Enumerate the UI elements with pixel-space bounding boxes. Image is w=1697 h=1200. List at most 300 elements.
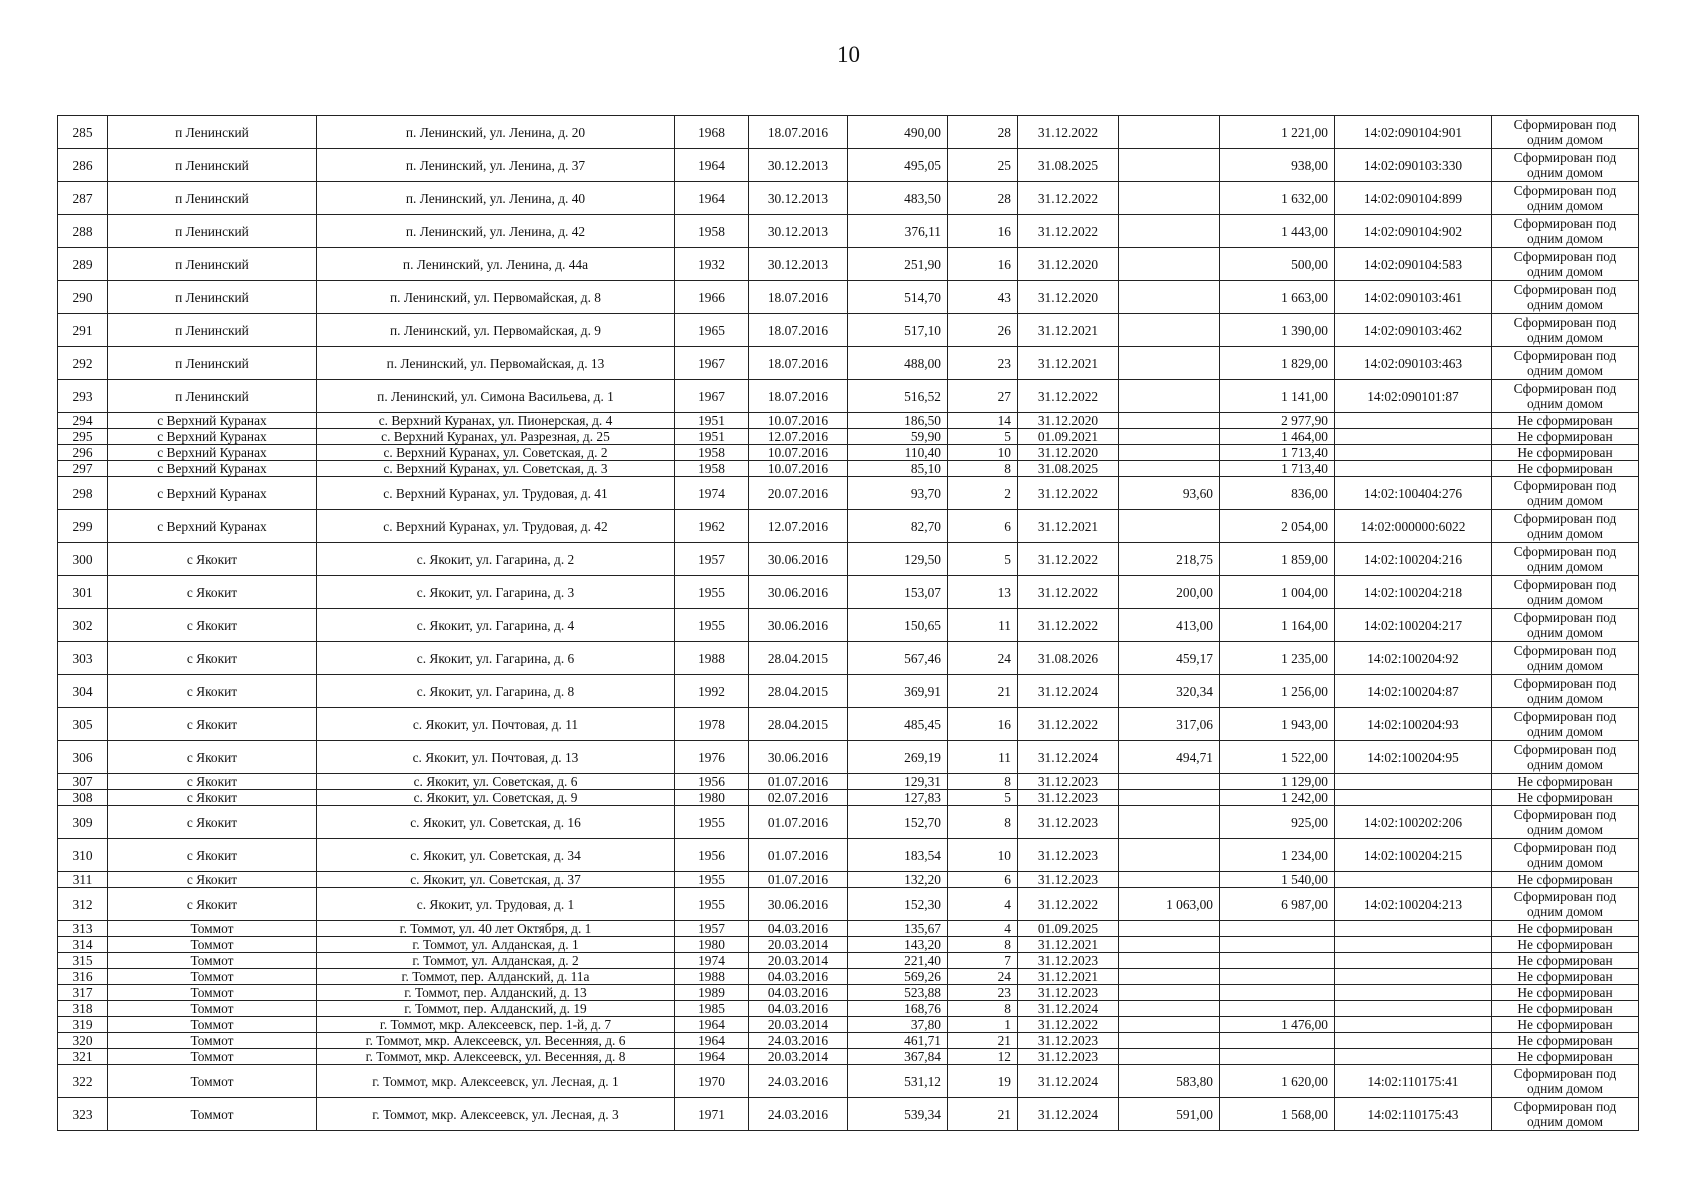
cell-residents: 16 — [948, 708, 1018, 741]
cell-row-number: 290 — [58, 281, 108, 314]
cell-inspection-date: 02.07.2016 — [749, 790, 848, 806]
cell-residents: 1 — [948, 1017, 1018, 1033]
cell-year-built: 1956 — [675, 774, 749, 790]
cell-relocation-deadline: 31.08.2025 — [1018, 149, 1119, 182]
cell-year-built: 1985 — [675, 1001, 749, 1017]
cell-land-area: 500,00 — [1220, 248, 1335, 281]
cell-land-status: Сформирован под одним домом — [1492, 609, 1639, 642]
cell-land-area: 1 464,00 — [1220, 429, 1335, 445]
cell-year-built: 1964 — [675, 149, 749, 182]
table-row — [58, 1017, 1639, 1033]
cell-year-built: 1974 — [675, 477, 749, 510]
cell-cadastral-number: 14:02:110175:43 — [1335, 1098, 1492, 1131]
cell-row-number: 308 — [58, 790, 108, 806]
cell-cadastral-number: 14:02:090104:901 — [1335, 116, 1492, 149]
cell-extra-area — [1119, 248, 1220, 281]
cell-year-built: 1951 — [675, 429, 749, 445]
cell-address: с. Верхний Куранах, ул. Трудовая, д. 42 — [317, 510, 675, 543]
table-row — [58, 806, 1639, 839]
cell-relocation-deadline: 31.12.2024 — [1018, 1098, 1119, 1131]
cell-settlement: Томмот — [108, 1098, 317, 1131]
cell-extra-area — [1119, 445, 1220, 461]
cell-land-area: 1 221,00 — [1220, 116, 1335, 149]
cell-year-built: 1964 — [675, 1049, 749, 1065]
cell-relocation-deadline: 31.12.2022 — [1018, 708, 1119, 741]
cell-row-number: 309 — [58, 806, 108, 839]
cell-relocation-deadline: 31.12.2023 — [1018, 806, 1119, 839]
cell-row-number: 310 — [58, 839, 108, 872]
cell-cadastral-number: 14:02:100204:216 — [1335, 543, 1492, 576]
cell-row-number: 300 — [58, 543, 108, 576]
cell-settlement: с Якокит — [108, 872, 317, 888]
cell-inspection-date: 30.06.2016 — [749, 888, 848, 921]
cell-year-built: 1951 — [675, 413, 749, 429]
cell-row-number: 294 — [58, 413, 108, 429]
cell-cadastral-number: 14:02:090104:899 — [1335, 182, 1492, 215]
cell-residents: 19 — [948, 1065, 1018, 1098]
cell-year-built: 1958 — [675, 215, 749, 248]
cell-extra-area — [1119, 215, 1220, 248]
cell-area: 143,20 — [848, 937, 948, 953]
cell-extra-area — [1119, 429, 1220, 445]
cell-address: г. Томмот, ул. 40 лет Октября, д. 1 — [317, 921, 675, 937]
cell-residents: 16 — [948, 215, 1018, 248]
cell-land-area — [1220, 937, 1335, 953]
cell-settlement: с Верхний Куранах — [108, 461, 317, 477]
cell-cadastral-number: 14:02:100204:95 — [1335, 741, 1492, 774]
cell-relocation-deadline: 31.12.2020 — [1018, 281, 1119, 314]
cell-address: с. Якокит, ул. Почтовая, д. 13 — [317, 741, 675, 774]
cell-residents: 13 — [948, 576, 1018, 609]
cell-inspection-date: 24.03.2016 — [749, 1065, 848, 1098]
cell-extra-area — [1119, 1033, 1220, 1049]
cell-land-area: 1 004,00 — [1220, 576, 1335, 609]
cell-cadastral-number — [1335, 985, 1492, 1001]
cell-settlement: Томмот — [108, 953, 317, 969]
cell-settlement: п Ленинский — [108, 347, 317, 380]
cell-relocation-deadline: 31.12.2021 — [1018, 347, 1119, 380]
cell-relocation-deadline: 31.12.2021 — [1018, 510, 1119, 543]
cell-land-status: Сформирован под одним домом — [1492, 708, 1639, 741]
cell-settlement: п Ленинский — [108, 248, 317, 281]
cell-relocation-deadline: 31.12.2021 — [1018, 937, 1119, 953]
cell-land-area: 1 242,00 — [1220, 790, 1335, 806]
cell-land-status: Сформирован под одним домом — [1492, 281, 1639, 314]
table-row — [58, 937, 1639, 953]
cell-settlement: с Якокит — [108, 675, 317, 708]
cell-address: с. Якокит, ул. Трудовая, д. 1 — [317, 888, 675, 921]
cell-land-status: Не сформирован — [1492, 774, 1639, 790]
cell-land-status: Не сформирован — [1492, 921, 1639, 937]
cell-inspection-date: 18.07.2016 — [749, 347, 848, 380]
cell-cadastral-number — [1335, 429, 1492, 445]
cell-area: 461,71 — [848, 1033, 948, 1049]
cell-settlement: п Ленинский — [108, 314, 317, 347]
cell-residents: 14 — [948, 413, 1018, 429]
cell-cadastral-number — [1335, 1049, 1492, 1065]
cell-cadastral-number — [1335, 790, 1492, 806]
cell-land-status: Сформирован под одним домом — [1492, 806, 1639, 839]
cell-settlement: с Верхний Куранах — [108, 429, 317, 445]
cell-extra-area — [1119, 790, 1220, 806]
cell-residents: 11 — [948, 741, 1018, 774]
cell-address: г. Томмот, пер. Алданский, д. 11а — [317, 969, 675, 985]
cell-cadastral-number: 14:02:100204:87 — [1335, 675, 1492, 708]
cell-residents: 26 — [948, 314, 1018, 347]
cell-land-area: 1 164,00 — [1220, 609, 1335, 642]
table-row — [58, 921, 1639, 937]
cell-address: п. Ленинский, ул. Ленина, д. 20 — [317, 116, 675, 149]
cell-land-status: Сформирован под одним домом — [1492, 543, 1639, 576]
cell-inspection-date: 01.07.2016 — [749, 839, 848, 872]
cell-extra-area — [1119, 1017, 1220, 1033]
cell-land-status: Не сформирован — [1492, 872, 1639, 888]
cell-address: п. Ленинский, ул. Ленина, д. 40 — [317, 182, 675, 215]
cell-extra-area — [1119, 281, 1220, 314]
cell-address: с. Якокит, ул. Советская, д. 9 — [317, 790, 675, 806]
cell-extra-area: 1 063,00 — [1119, 888, 1220, 921]
cell-address: с. Верхний Куранах, ул. Пионерская, д. 4 — [317, 413, 675, 429]
cell-land-area: 1 632,00 — [1220, 182, 1335, 215]
cell-land-status: Сформирован под одним домом — [1492, 182, 1639, 215]
cell-cadastral-number: 14:02:000000:6022 — [1335, 510, 1492, 543]
cell-year-built: 1964 — [675, 182, 749, 215]
cell-inspection-date: 28.04.2015 — [749, 642, 848, 675]
cell-inspection-date: 04.03.2016 — [749, 969, 848, 985]
cell-inspection-date: 28.04.2015 — [749, 708, 848, 741]
cell-cadastral-number: 14:02:100204:215 — [1335, 839, 1492, 872]
table-row — [58, 149, 1639, 182]
cell-row-number: 315 — [58, 953, 108, 969]
table-row — [58, 1033, 1639, 1049]
cell-year-built: 1978 — [675, 708, 749, 741]
cell-residents: 28 — [948, 182, 1018, 215]
table-row — [58, 774, 1639, 790]
cell-cadastral-number: 14:02:100204:92 — [1335, 642, 1492, 675]
cell-land-area: 836,00 — [1220, 477, 1335, 510]
cell-relocation-deadline: 31.12.2024 — [1018, 1001, 1119, 1017]
cell-inspection-date: 30.06.2016 — [749, 609, 848, 642]
table-row — [58, 281, 1639, 314]
cell-address: г. Томмот, мкр. Алексеевск, ул. Лесная, д. 3 — [317, 1098, 675, 1131]
cell-residents: 6 — [948, 872, 1018, 888]
cell-cadastral-number — [1335, 413, 1492, 429]
cell-year-built: 1958 — [675, 461, 749, 477]
cell-relocation-deadline: 31.12.2024 — [1018, 1065, 1119, 1098]
cell-row-number: 320 — [58, 1033, 108, 1049]
cell-land-area: 1 390,00 — [1220, 314, 1335, 347]
cell-row-number: 317 — [58, 985, 108, 1001]
cell-relocation-deadline: 31.12.2020 — [1018, 445, 1119, 461]
cell-residents: 4 — [948, 888, 1018, 921]
cell-area: 135,67 — [848, 921, 948, 937]
cell-area: 152,30 — [848, 888, 948, 921]
cell-settlement: с Верхний Куранах — [108, 510, 317, 543]
cell-row-number: 297 — [58, 461, 108, 477]
cell-residents: 28 — [948, 116, 1018, 149]
cell-cadastral-number: 14:02:100204:217 — [1335, 609, 1492, 642]
cell-residents: 21 — [948, 1033, 1018, 1049]
cell-land-status: Сформирован под одним домом — [1492, 888, 1639, 921]
cell-extra-area: 218,75 — [1119, 543, 1220, 576]
cell-year-built: 1962 — [675, 510, 749, 543]
cell-year-built: 1980 — [675, 790, 749, 806]
cell-area: 517,10 — [848, 314, 948, 347]
cell-relocation-deadline: 31.12.2021 — [1018, 314, 1119, 347]
cell-inspection-date: 18.07.2016 — [749, 314, 848, 347]
cell-area: 59,90 — [848, 429, 948, 445]
cell-year-built: 1974 — [675, 953, 749, 969]
cell-relocation-deadline: 31.12.2022 — [1018, 543, 1119, 576]
cell-row-number: 295 — [58, 429, 108, 445]
cell-relocation-deadline: 31.12.2022 — [1018, 576, 1119, 609]
cell-relocation-deadline: 31.12.2020 — [1018, 248, 1119, 281]
cell-row-number: 323 — [58, 1098, 108, 1131]
cell-relocation-deadline: 31.12.2023 — [1018, 1033, 1119, 1049]
cell-area: 567,46 — [848, 642, 948, 675]
cell-row-number: 321 — [58, 1049, 108, 1065]
cell-relocation-deadline: 31.12.2023 — [1018, 839, 1119, 872]
cell-settlement: с Якокит — [108, 708, 317, 741]
cell-extra-area — [1119, 806, 1220, 839]
cell-year-built: 1989 — [675, 985, 749, 1001]
cell-inspection-date: 18.07.2016 — [749, 116, 848, 149]
table-row — [58, 1098, 1639, 1131]
cell-address: п. Ленинский, ул. Первомайская, д. 13 — [317, 347, 675, 380]
cell-year-built: 1966 — [675, 281, 749, 314]
table-row — [58, 675, 1639, 708]
cell-area: 369,91 — [848, 675, 948, 708]
cell-land-status: Не сформирован — [1492, 413, 1639, 429]
cell-area: 85,10 — [848, 461, 948, 477]
cell-extra-area — [1119, 969, 1220, 985]
cell-inspection-date: 24.03.2016 — [749, 1033, 848, 1049]
cell-year-built: 1955 — [675, 806, 749, 839]
cell-extra-area — [1119, 380, 1220, 413]
cell-settlement: с Верхний Куранах — [108, 477, 317, 510]
cell-cadastral-number — [1335, 1001, 1492, 1017]
cell-extra-area: 583,80 — [1119, 1065, 1220, 1098]
cell-land-status: Сформирован под одним домом — [1492, 1065, 1639, 1098]
cell-settlement: с Якокит — [108, 576, 317, 609]
cell-extra-area: 317,06 — [1119, 708, 1220, 741]
cell-address: с. Якокит, ул. Советская, д. 6 — [317, 774, 675, 790]
cell-address: п. Ленинский, ул. Ленина, д. 37 — [317, 149, 675, 182]
cell-row-number: 312 — [58, 888, 108, 921]
cell-land-status: Не сформирован — [1492, 937, 1639, 953]
cell-settlement: с Якокит — [108, 790, 317, 806]
table-row — [58, 314, 1639, 347]
cell-residents: 24 — [948, 969, 1018, 985]
cell-inspection-date: 01.07.2016 — [749, 774, 848, 790]
cell-area: 539,34 — [848, 1098, 948, 1131]
cell-extra-area — [1119, 314, 1220, 347]
cell-year-built: 1976 — [675, 741, 749, 774]
table-row — [58, 888, 1639, 921]
housing-registry-table — [57, 115, 1639, 1131]
cell-residents: 43 — [948, 281, 1018, 314]
cell-residents: 10 — [948, 445, 1018, 461]
cell-cadastral-number — [1335, 461, 1492, 477]
cell-address: с. Якокит, ул. Почтовая, д. 11 — [317, 708, 675, 741]
cell-area: 127,83 — [848, 790, 948, 806]
cell-settlement: Томмот — [108, 1065, 317, 1098]
cell-land-area: 1 476,00 — [1220, 1017, 1335, 1033]
cell-year-built: 1992 — [675, 675, 749, 708]
cell-land-status: Сформирован под одним домом — [1492, 380, 1639, 413]
page-number: 10 — [837, 42, 860, 67]
cell-settlement: п Ленинский — [108, 281, 317, 314]
cell-cadastral-number — [1335, 872, 1492, 888]
cell-inspection-date: 04.03.2016 — [749, 921, 848, 937]
cell-inspection-date: 30.06.2016 — [749, 543, 848, 576]
cell-year-built: 1968 — [675, 116, 749, 149]
cell-relocation-deadline: 31.12.2022 — [1018, 116, 1119, 149]
cell-address: с. Якокит, ул. Гагарина, д. 3 — [317, 576, 675, 609]
cell-row-number: 286 — [58, 149, 108, 182]
cell-land-area: 1 568,00 — [1220, 1098, 1335, 1131]
table-row — [58, 215, 1639, 248]
cell-settlement: Томмот — [108, 1033, 317, 1049]
cell-land-status: Не сформирован — [1492, 985, 1639, 1001]
cell-area: 186,50 — [848, 413, 948, 429]
table-row — [58, 839, 1639, 872]
cell-land-area: 2 054,00 — [1220, 510, 1335, 543]
cell-cadastral-number: 14:02:100204:218 — [1335, 576, 1492, 609]
cell-inspection-date: 20.03.2014 — [749, 1017, 848, 1033]
cell-address: п. Ленинский, ул. Ленина, д. 44а — [317, 248, 675, 281]
cell-address: г. Томмот, мкр. Алексеевск, пер. 1-й, д. 7 — [317, 1017, 675, 1033]
cell-residents: 8 — [948, 461, 1018, 477]
cell-year-built: 1957 — [675, 921, 749, 937]
cell-area: 93,70 — [848, 477, 948, 510]
cell-settlement: с Верхний Куранах — [108, 413, 317, 429]
cell-area: 183,54 — [848, 839, 948, 872]
cell-inspection-date: 18.07.2016 — [749, 281, 848, 314]
table-row — [58, 413, 1639, 429]
cell-inspection-date: 01.07.2016 — [749, 872, 848, 888]
cell-residents: 25 — [948, 149, 1018, 182]
cell-land-status: Не сформирован — [1492, 429, 1639, 445]
cell-extra-area: 494,71 — [1119, 741, 1220, 774]
cell-area: 129,50 — [848, 543, 948, 576]
cell-extra-area: 93,60 — [1119, 477, 1220, 510]
cell-row-number: 306 — [58, 741, 108, 774]
cell-relocation-deadline: 31.12.2024 — [1018, 675, 1119, 708]
cell-inspection-date: 12.07.2016 — [749, 429, 848, 445]
cell-extra-area — [1119, 149, 1220, 182]
table-row — [58, 790, 1639, 806]
cell-relocation-deadline: 31.12.2022 — [1018, 182, 1119, 215]
cell-area: 569,26 — [848, 969, 948, 985]
cell-settlement: п Ленинский — [108, 116, 317, 149]
cell-area: 37,80 — [848, 1017, 948, 1033]
cell-relocation-deadline: 31.12.2022 — [1018, 215, 1119, 248]
cell-address: с. Якокит, ул. Советская, д. 34 — [317, 839, 675, 872]
cell-residents: 27 — [948, 380, 1018, 413]
cell-extra-area: 413,00 — [1119, 609, 1220, 642]
cell-settlement: с Якокит — [108, 888, 317, 921]
cell-row-number: 293 — [58, 380, 108, 413]
cell-row-number: 305 — [58, 708, 108, 741]
cell-address: г. Томмот, мкр. Алексеевск, ул. Весенняя, д. 6 — [317, 1033, 675, 1049]
cell-land-status: Не сформирован — [1492, 790, 1639, 806]
cell-inspection-date: 10.07.2016 — [749, 413, 848, 429]
table-row — [58, 708, 1639, 741]
cell-year-built: 1932 — [675, 248, 749, 281]
cell-extra-area — [1119, 1001, 1220, 1017]
cell-land-status: Не сформирован — [1492, 969, 1639, 985]
table-row — [58, 248, 1639, 281]
cell-row-number: 287 — [58, 182, 108, 215]
cell-settlement: Томмот — [108, 969, 317, 985]
cell-cadastral-number: 14:02:090104:902 — [1335, 215, 1492, 248]
cell-row-number: 313 — [58, 921, 108, 937]
table-body — [58, 116, 1639, 1131]
cell-row-number: 291 — [58, 314, 108, 347]
cell-area: 110,40 — [848, 445, 948, 461]
cell-settlement: п Ленинский — [108, 215, 317, 248]
cell-relocation-deadline: 31.12.2023 — [1018, 953, 1119, 969]
cell-land-area: 938,00 — [1220, 149, 1335, 182]
cell-row-number: 322 — [58, 1065, 108, 1098]
cell-relocation-deadline: 31.12.2023 — [1018, 985, 1119, 1001]
cell-land-status: Сформирован под одним домом — [1492, 675, 1639, 708]
cell-land-status: Не сформирован — [1492, 1017, 1639, 1033]
cell-land-status: Сформирован под одним домом — [1492, 477, 1639, 510]
cell-land-status: Сформирован под одним домом — [1492, 347, 1639, 380]
cell-row-number: 302 — [58, 609, 108, 642]
cell-row-number: 311 — [58, 872, 108, 888]
cell-settlement: п Ленинский — [108, 182, 317, 215]
cell-residents: 16 — [948, 248, 1018, 281]
cell-cadastral-number: 14:02:090103:463 — [1335, 347, 1492, 380]
cell-residents: 5 — [948, 543, 1018, 576]
cell-extra-area — [1119, 937, 1220, 953]
cell-relocation-deadline: 01.09.2025 — [1018, 921, 1119, 937]
cell-settlement: Томмот — [108, 1001, 317, 1017]
cell-relocation-deadline: 31.12.2022 — [1018, 888, 1119, 921]
cell-residents: 12 — [948, 1049, 1018, 1065]
cell-year-built: 1955 — [675, 872, 749, 888]
cell-land-status: Сформирован под одним домом — [1492, 314, 1639, 347]
cell-row-number: 319 — [58, 1017, 108, 1033]
table-row — [58, 182, 1639, 215]
cell-cadastral-number: 14:02:090103:330 — [1335, 149, 1492, 182]
cell-inspection-date: 30.06.2016 — [749, 576, 848, 609]
cell-extra-area — [1119, 116, 1220, 149]
cell-year-built: 1980 — [675, 937, 749, 953]
cell-area: 367,84 — [848, 1049, 948, 1065]
cell-extra-area — [1119, 921, 1220, 937]
cell-land-status: Не сформирован — [1492, 953, 1639, 969]
cell-address: п. Ленинский, ул. Ленина, д. 42 — [317, 215, 675, 248]
cell-year-built: 1956 — [675, 839, 749, 872]
cell-area: 523,88 — [848, 985, 948, 1001]
cell-cadastral-number: 14:02:090101:87 — [1335, 380, 1492, 413]
table-row — [58, 741, 1639, 774]
cell-land-status: Сформирован под одним домом — [1492, 510, 1639, 543]
cell-area: 514,70 — [848, 281, 948, 314]
table-row — [58, 477, 1639, 510]
cell-residents: 4 — [948, 921, 1018, 937]
cell-extra-area — [1119, 839, 1220, 872]
cell-area: 132,20 — [848, 872, 948, 888]
cell-extra-area: 459,17 — [1119, 642, 1220, 675]
cell-residents: 23 — [948, 347, 1018, 380]
cell-land-area: 1 256,00 — [1220, 675, 1335, 708]
cell-area: 251,90 — [848, 248, 948, 281]
